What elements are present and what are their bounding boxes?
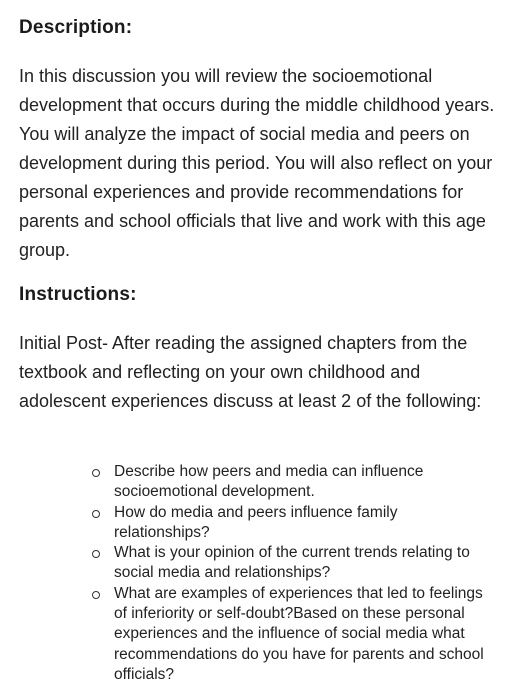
list-item-text: What is your opinion of the current trends relating to social media and relationships? xyxy=(114,544,470,582)
discussion-prompts-list xyxy=(92,462,492,685)
hollow-bullet-icon xyxy=(92,469,100,477)
list-item xyxy=(92,462,492,503)
list-item-text: How do media and peers influence family relationships? xyxy=(114,503,398,541)
list-item xyxy=(92,584,492,685)
instructions-paragraph: Initial Post- After reading the assigned chapters from the textbook and reflecting on your own childhood and adolescent experiences discuss at least 2 of the following: xyxy=(19,333,482,411)
hollow-bullet-icon xyxy=(92,591,100,599)
list-item xyxy=(92,543,492,584)
hollow-bullet-icon xyxy=(92,510,100,518)
instructions-heading: Instructions: xyxy=(19,284,137,305)
hollow-bullet-icon xyxy=(92,550,100,558)
list-item-text: Describe how peers and media can influence socioemotional development. xyxy=(114,463,424,501)
description-paragraph: In this discussion you will review the socioemotional development that occurs during the middle childhood years. You will analyze the impact of social media and peers on development during this period. You will also reflect on your personal experiences and provide recommendations for parents and school officials that live and work with this age group. xyxy=(19,66,495,260)
description-heading: Description: xyxy=(19,17,133,38)
list-item-text: What are examples of experiences that led to feelings of inferiority or self-doubt?Based on these personal experiences and the influence of social media what recommendations do you have for parents and school officials? xyxy=(114,584,484,683)
list-item xyxy=(92,503,492,544)
